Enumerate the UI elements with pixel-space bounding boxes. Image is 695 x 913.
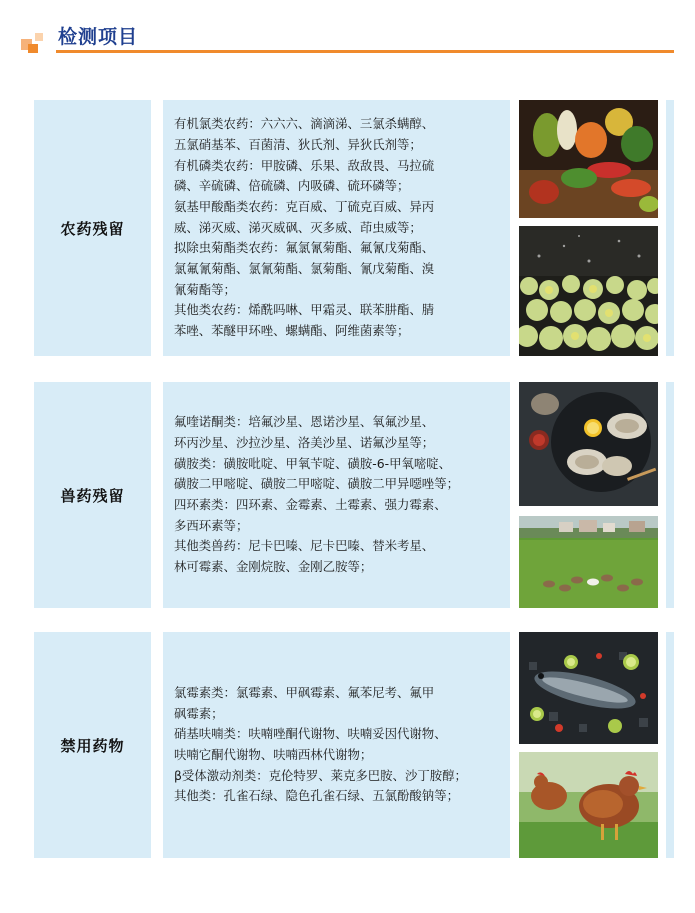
content-line: 其他类：孔雀石绿、隐色孔雀石绿、五氯酚酸钠等； bbox=[174, 788, 459, 804]
content-line: 硝基呋喃类：呋喃唑酮代谢物、呋喃妥因代谢物、 bbox=[174, 726, 447, 742]
content-line: 林可霉素、金刚烷胺、金刚乙胺等； bbox=[174, 559, 373, 575]
chickens-photo bbox=[519, 752, 658, 858]
section-pesticide-residue bbox=[0, 100, 695, 356]
squares-logo-icon bbox=[21, 33, 49, 53]
content-box bbox=[163, 382, 510, 608]
category-box bbox=[34, 382, 151, 608]
content-line: 氯氟氰菊酯、氯氰菊酯、氯菊酯、氰戊菊酯、溴 bbox=[174, 261, 435, 277]
side-strip bbox=[666, 382, 674, 608]
page-header bbox=[0, 0, 695, 60]
content-line: 威、涕灭威、涕灭威砜、灭多威、茚虫威等； bbox=[174, 219, 422, 235]
category-box bbox=[34, 100, 151, 356]
content-line: 砜霉素； bbox=[174, 705, 224, 721]
content-line: 氟喹诺酮类：培氟沙星、恩诺沙星、氧氟沙星、 bbox=[174, 414, 435, 430]
side-strip bbox=[666, 100, 674, 356]
category-label: 兽药残留 bbox=[60, 486, 125, 505]
content-line: 呋喃它酮代谢物、呋喃西林代谢物； bbox=[174, 747, 373, 762]
section-banned-drugs bbox=[0, 632, 695, 858]
category-box bbox=[34, 632, 151, 858]
ducks-field-photo bbox=[519, 516, 658, 608]
fish-on-ice-photo bbox=[519, 632, 658, 744]
category-label: 禁用药物 bbox=[60, 736, 125, 755]
side-strip bbox=[666, 632, 674, 858]
content-line: 环丙沙星、沙拉沙星、洛美沙星、诺氟沙星等； bbox=[174, 434, 435, 450]
oysters-photo bbox=[519, 382, 658, 506]
content-line: 四环素类：四环素、金霉素、土霉素、强力霉素、 bbox=[174, 497, 447, 512]
washed-fruit-photo bbox=[519, 226, 658, 356]
content-line: 其他类农药：烯酰吗啉、甲霜灵、联苯肼酯、腈 bbox=[174, 302, 435, 318]
content-line: 氨基甲酸酯类农药：克百威、丁硫克百威、异丙 bbox=[174, 198, 435, 214]
content-line: 有机磷类农药：甲胺磷、乐果、敌敌畏、马拉硫 bbox=[174, 157, 435, 173]
title-divider bbox=[56, 50, 674, 53]
vegetables-photo bbox=[519, 100, 658, 218]
content-line: 磷、辛硫磷、倍硫磷、内吸磷、硫环磷等； bbox=[174, 178, 410, 194]
content-box bbox=[163, 632, 510, 858]
content-line: β受体激动剂类：克伦特罗、莱克多巴胺、沙丁胺醇； bbox=[174, 767, 467, 783]
category-label: 农药残留 bbox=[60, 219, 125, 238]
content-line: 磺胺二甲嘧啶、磺胺二甲嘧啶、磺胺二甲异噁唑等； bbox=[174, 476, 459, 492]
content-line: 多西环素等； bbox=[174, 517, 249, 533]
content-line: 苯唑、苯醚甲环唑、螺螨酯、阿维菌素等； bbox=[174, 323, 410, 339]
content-line: 拟除虫菊酯类农药：氟氯氰菊酯、氟氰戊菊酯、 bbox=[174, 240, 435, 256]
content-line: 氰菊酯等； bbox=[174, 281, 236, 297]
content-line: 有机氯类农药：六六六、滴滴涕、三氯杀螨醇、 bbox=[174, 116, 435, 132]
content-line: 五氯硝基苯、百菌清、狄氏剂、异狄氏剂等； bbox=[174, 136, 422, 152]
content-line: 其他类兽药：尼卡巴嗪、尼卡巴嗪、替米考星、 bbox=[174, 538, 435, 554]
section-veterinary-residue bbox=[0, 382, 695, 608]
page-title: 检测项目 bbox=[58, 26, 139, 48]
content-box bbox=[163, 100, 510, 356]
content-line: 氯霉素类：氯霉素、甲砜霉素、氟苯尼考、氟甲 bbox=[174, 684, 435, 700]
content-line: 磺胺类：磺胺吡啶、甲氧苄啶、磺胺-6-甲氧嘧啶、 bbox=[174, 455, 452, 471]
